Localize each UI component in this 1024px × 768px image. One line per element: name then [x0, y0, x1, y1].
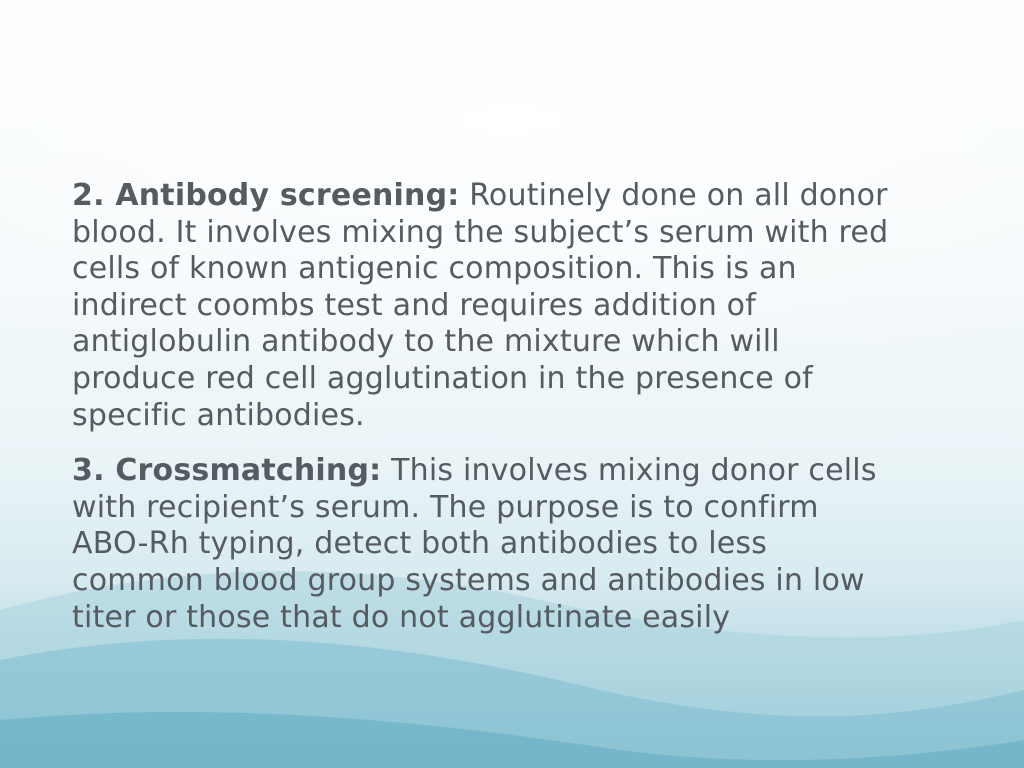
text-line: common blood group systems and antibodies in low — [72, 562, 865, 598]
text-line: indirect coombs test and requires addition of — [72, 287, 756, 323]
text-line: specific antibodies. — [72, 397, 365, 433]
text-line: blood. It involves mixing the subject’s serum with red — [72, 214, 889, 250]
antibody-screening-paragraph — [72, 178, 952, 434]
text-line: produce red cell agglutination in the presence of — [72, 360, 813, 396]
text-line: with recipient’s serum. The purpose is to confirm — [72, 489, 819, 525]
text-line: antiglobulin antibody to the mixture which will — [72, 324, 780, 360]
crossmatching-heading: 3. Crossmatching: — [72, 453, 382, 489]
antibody-screening-heading: 2. Antibody screening: — [72, 178, 460, 213]
text-line: titer or those that do not agglutinate easily — [72, 599, 731, 635]
text-line: Routinely done on all donor — [469, 178, 888, 213]
text-line: cells of known antigenic composition. This is an — [72, 251, 797, 287]
crossmatching-paragraph — [72, 453, 952, 636]
text-line: This involves mixing donor cells — [391, 453, 877, 489]
text-line: ABO-Rh typing, detect both antibodies to less — [72, 526, 768, 562]
slide-body — [72, 178, 952, 636]
